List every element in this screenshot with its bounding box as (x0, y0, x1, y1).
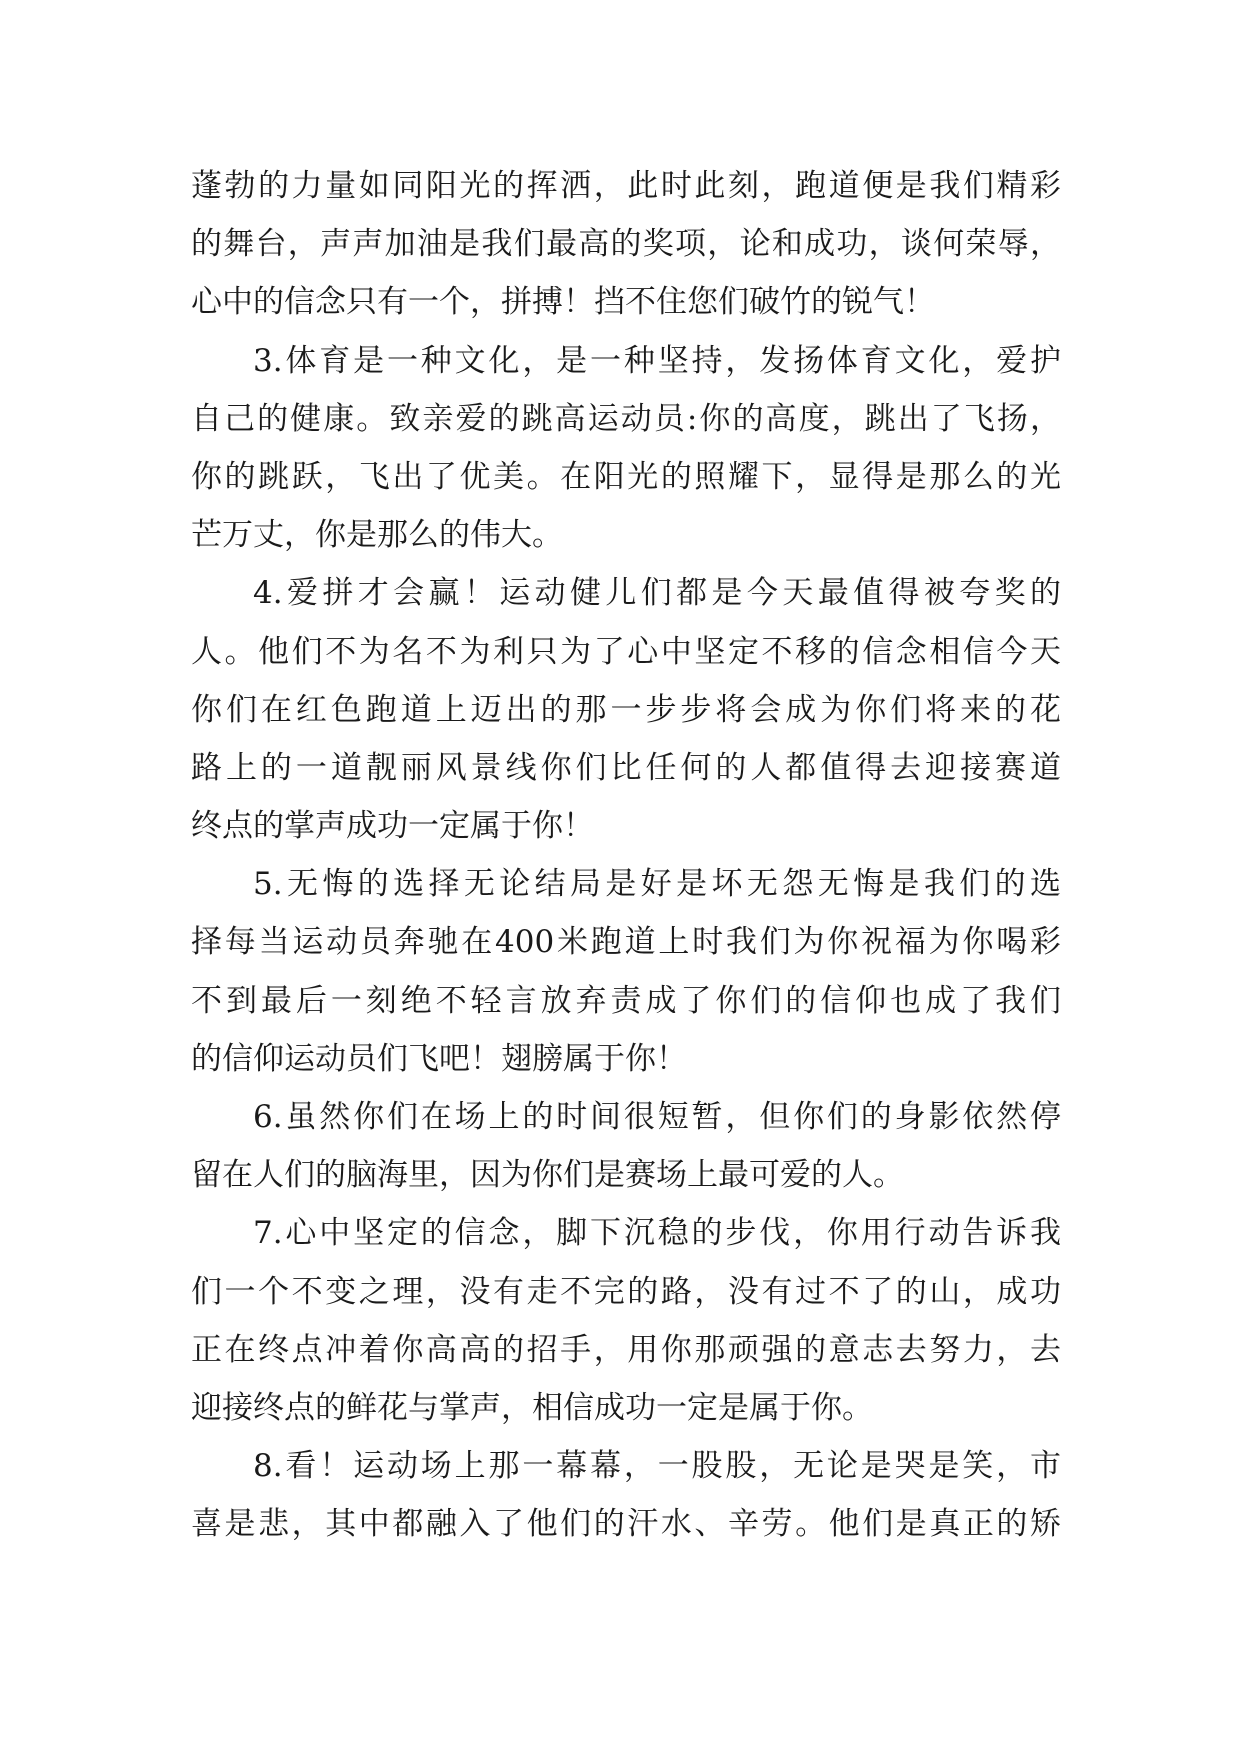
text-line: 终点的掌声成功一定属于你！ (191, 808, 594, 845)
text-line: 的舞台，声声加油是我们最高的奖项，论和成功，谈何荣辱， (191, 226, 1061, 263)
text-line: 们一个不变之理，没有走不完的路，没有过不了的山，成功 (191, 1273, 1061, 1310)
text-line: 3.体育是一种文化，是一种坚持，发扬体育文化，爱护 (253, 342, 1061, 379)
paragraph-2-continued (191, 157, 1061, 332)
text-line: 5.无悔的选择无论结局是好是坏无怨无悔是我们的选 (253, 866, 1061, 903)
text-line: 你们在红色跑道上迈出的那一步步将会成为你们将来的花 (191, 691, 1061, 728)
text-line: 人。他们不为名不为利只为了心中坚定不移的信念相信今天 (191, 633, 1061, 670)
text-line: 8.看！运动场上那一幕幕，一股股，无论是哭是笑，市 (253, 1448, 1061, 1485)
text-line: 迎接终点的鲜花与掌声，相信成功一定是属于你。 (191, 1389, 873, 1426)
text-line: 心中的信念只有一个，拼搏！挡不住您们破竹的锐气！ (191, 284, 935, 321)
text-line: 芒万丈，你是那么的伟大。 (191, 517, 563, 554)
paragraph-6 (191, 1088, 1061, 1204)
text-line: 4.爱拼才会赢！运动健儿们都是今天最值得被夸奖的 (253, 575, 1061, 612)
paragraph-3 (191, 332, 1061, 565)
text-line: 不到最后一刻绝不轻言放弃责成了你们的信仰也成了我们 (191, 982, 1061, 1019)
text-line: 择每当运动员奔驰在400米跑道上时我们为你祝福为你喝彩 (191, 924, 1061, 961)
text-line: 蓬勃的力量如同阳光的挥洒，此时此刻，跑道便是我们精彩 (191, 168, 1061, 204)
text-line: 喜是悲，其中都融入了他们的汗水、辛劳。他们是真正的矫 (191, 1506, 1061, 1543)
text-line: 6.虽然你们在场上的时间很短暂，但你们的身影依然停 (253, 1099, 1061, 1135)
paragraph-5 (191, 855, 1061, 1088)
text-line: 正在终点冲着你高高的招手，用你那顽强的意志去努力，去 (191, 1331, 1061, 1368)
text-line: 7.心中坚定的信念，脚下沉稳的步伐，你用行动告诉我 (253, 1215, 1061, 1252)
paragraph-8 (191, 1437, 1061, 1553)
paragraph-4 (191, 564, 1061, 855)
paragraph-7 (191, 1204, 1061, 1437)
document-body (191, 157, 1061, 1554)
text-line: 的信仰运动员们飞吧！翅膀属于你！ (191, 1040, 687, 1077)
text-line: 留在人们的脑海里，因为你们是赛场上最可爱的人。 (191, 1157, 904, 1194)
text-line: 你的跳跃，飞出了优美。在阳光的照耀下，显得是那么的光 (191, 458, 1061, 495)
text-line: 自己的健康。致亲爱的跳高运动员:你的高度，跳出了飞扬， (191, 400, 1061, 437)
text-line: 路上的一道靓丽风景线你们比任何的人都值得去迎接赛道 (191, 749, 1061, 786)
